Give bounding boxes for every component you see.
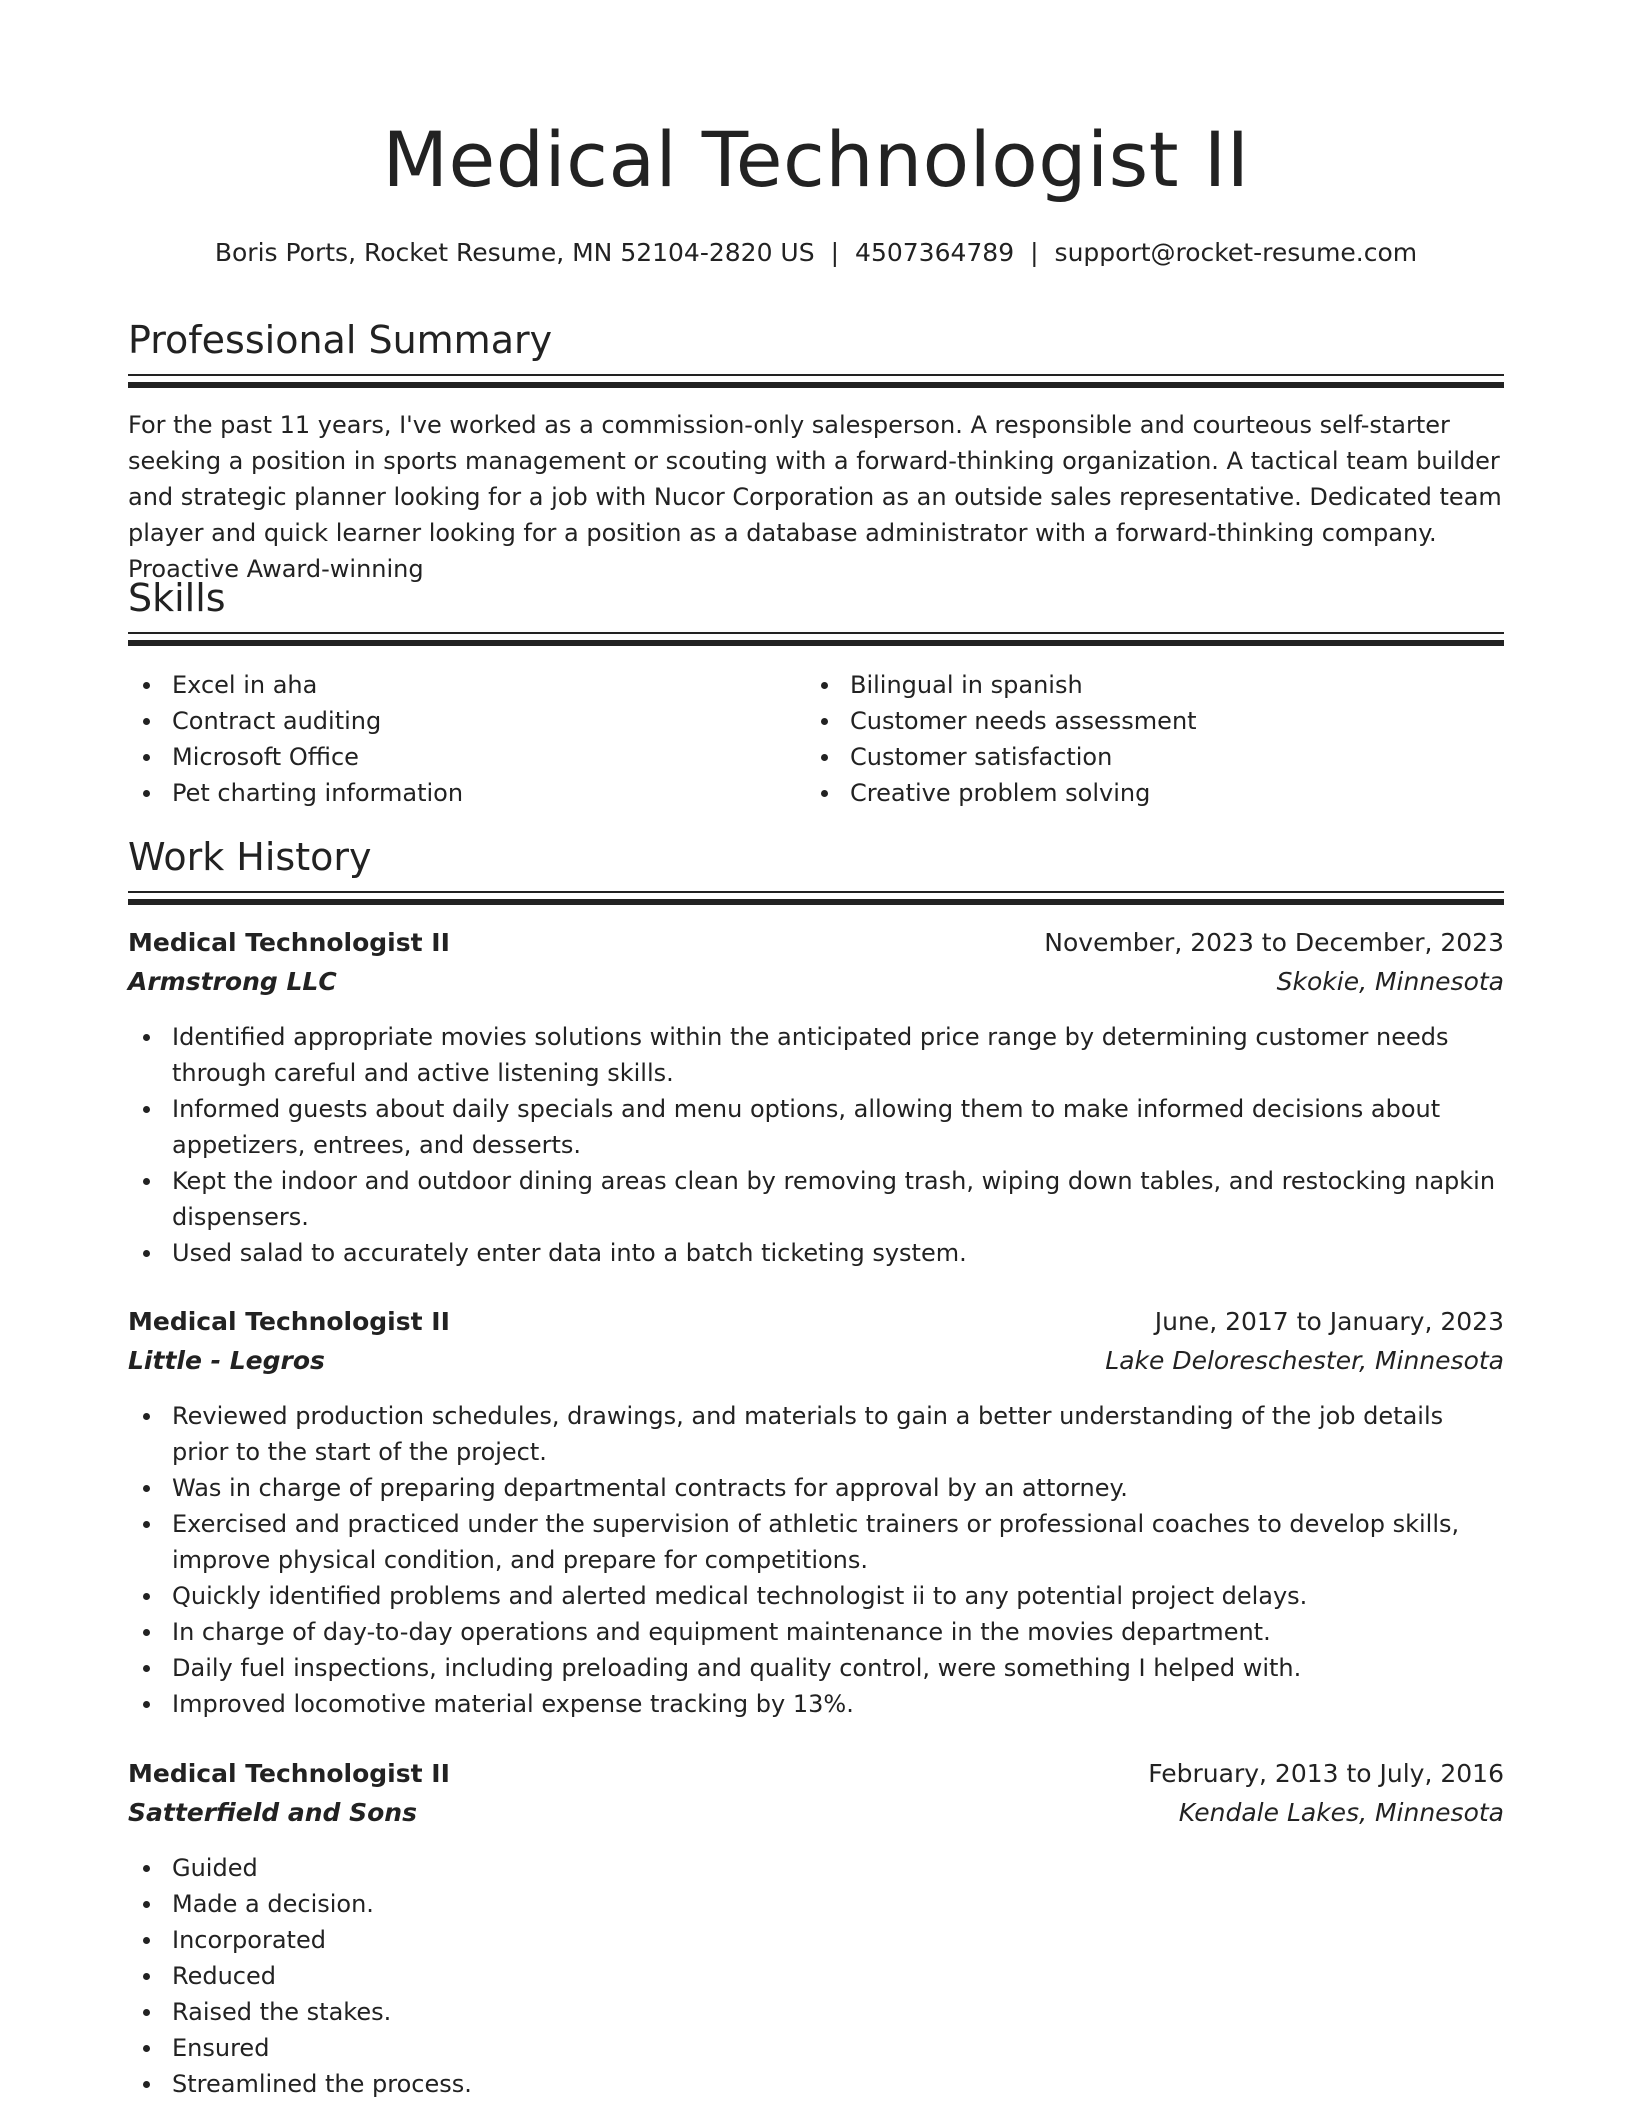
- job-bullet: Used salad to accurately enter data into a batch ticketing system.: [128, 1235, 1504, 1271]
- job-subheader-row: [128, 967, 1504, 1005]
- job-bullets: [128, 1850, 1504, 2102]
- contact-separator: |: [1030, 238, 1039, 267]
- job-bullet: Streamlined the process.: [128, 2066, 1504, 2102]
- skill-item: Bilingual in spanish: [806, 667, 1466, 703]
- summary-text: For the past 11 years, I've worked as a commission-only salesperson. A responsible and courteous self-starter seeking a position in sports management or scouting with a forward-thinking organization. A tactical team builder and strategic planner looking for a job with Nucor Corporation as an outside sales representative. Dedicated team player and quick learner looking for a position as a database administrator with a forward-thinking company. Proactive Award-winning: [128, 411, 1502, 583]
- job-subheader-row: [128, 1346, 1504, 1384]
- job-bullet: Made a decision.: [128, 1886, 1504, 1922]
- job-company: Little - Legros: [128, 1346, 325, 1375]
- section-divider: [128, 374, 1504, 388]
- job-header-row: [128, 1759, 1504, 1797]
- job-location: Lake Deloreschester, Minnesota: [1105, 1346, 1504, 1375]
- skill-item: Microsoft Office: [128, 739, 788, 775]
- section-heading-summary: Professional Summary: [128, 318, 553, 362]
- job-company: Satterfield and Sons: [128, 1798, 417, 1827]
- skill-item: Contract auditing: [128, 703, 788, 739]
- job-company: Armstrong LLC: [128, 967, 337, 996]
- job-bullet: Raised the stakes.: [128, 1994, 1504, 2030]
- job-bullet: Kept the indoor and outdoor dining areas clean by removing trash, wiping down tables, and restocking napkin dispensers.: [128, 1163, 1504, 1235]
- skill-item: Customer satisfaction: [806, 739, 1466, 775]
- section-heading-skills: Skills: [128, 576, 226, 620]
- job-entry: [128, 1307, 1504, 1722]
- job-location: Skokie, Minnesota: [1276, 967, 1504, 996]
- job-bullet: Quickly identified problems and alerted medical technologist ii to any potential project delays.: [128, 1578, 1504, 1614]
- contact-phone: 4507364789: [855, 238, 1015, 267]
- contact-email: support@rocket-resume.com: [1054, 238, 1418, 267]
- job-dates: February, 2013 to July, 2016: [1148, 1759, 1504, 1788]
- job-header-row: [128, 928, 1504, 966]
- job-bullets: [128, 1398, 1504, 1722]
- skill-item: Pet charting information: [128, 775, 788, 811]
- job-bullet: Daily fuel inspections, including preloading and quality control, were something I helped with.: [128, 1650, 1504, 1686]
- skills-list-right: [806, 667, 1466, 811]
- job-bullet: Incorporated: [128, 1922, 1504, 1958]
- job-bullet: Exercised and practiced under the supervision of athletic trainers or professional coaches to develop skills, improve physical condition, and prepare for competitions.: [128, 1506, 1504, 1578]
- job-bullet: Ensured: [128, 2030, 1504, 2066]
- section-divider: [128, 891, 1504, 905]
- job-title: Medical Technologist II: [128, 1759, 450, 1788]
- resume-title: Medical Technologist II: [382, 115, 1250, 204]
- job-title: Medical Technologist II: [128, 928, 450, 957]
- job-dates: June, 2017 to January, 2023: [1154, 1307, 1504, 1336]
- job-bullets: [128, 1019, 1504, 1271]
- job-bullet: Reduced: [128, 1958, 1504, 1994]
- job-bullet: Was in charge of preparing departmental contracts for approval by an attorney.: [128, 1470, 1504, 1506]
- contact-address: Boris Ports, Rocket Resume, MN 52104-2820 US: [214, 238, 815, 267]
- skills-list-left: [128, 667, 788, 811]
- job-header-row: [128, 1307, 1504, 1345]
- job-location: Kendale Lakes, Minnesota: [1178, 1798, 1504, 1827]
- skill-item: Customer needs assessment: [806, 703, 1466, 739]
- section-heading-work-history: Work History: [128, 835, 372, 879]
- job-bullet: Identified appropriate movies solutions within the anticipated price range by determining customer needs through careful and active listening skills.: [128, 1019, 1504, 1091]
- job-bullet: Reviewed production schedules, drawings, and materials to gain a better understanding of the job details prior to the start of the project.: [128, 1398, 1504, 1470]
- job-entry: [128, 1759, 1504, 2102]
- job-entry: [128, 928, 1504, 1271]
- contact-separator: |: [830, 238, 840, 267]
- job-bullet: Informed guests about daily specials and menu options, allowing them to make informed decisions about appetizers, entrees, and desserts.: [128, 1091, 1504, 1163]
- skill-item: Creative problem solving: [806, 775, 1466, 811]
- job-bullet: In charge of day-to-day operations and equipment maintenance in the movies department.: [128, 1614, 1504, 1650]
- contact-line: [128, 238, 1504, 268]
- job-subheader-row: [128, 1798, 1504, 1836]
- job-bullet: Improved locomotive material expense tracking by 13%.: [128, 1686, 1504, 1722]
- section-divider: [128, 632, 1504, 646]
- skill-item: Excel in aha: [128, 667, 788, 703]
- job-bullet: Guided: [128, 1850, 1504, 1886]
- job-dates: November, 2023 to December, 2023: [1044, 928, 1504, 957]
- job-title: Medical Technologist II: [128, 1307, 450, 1336]
